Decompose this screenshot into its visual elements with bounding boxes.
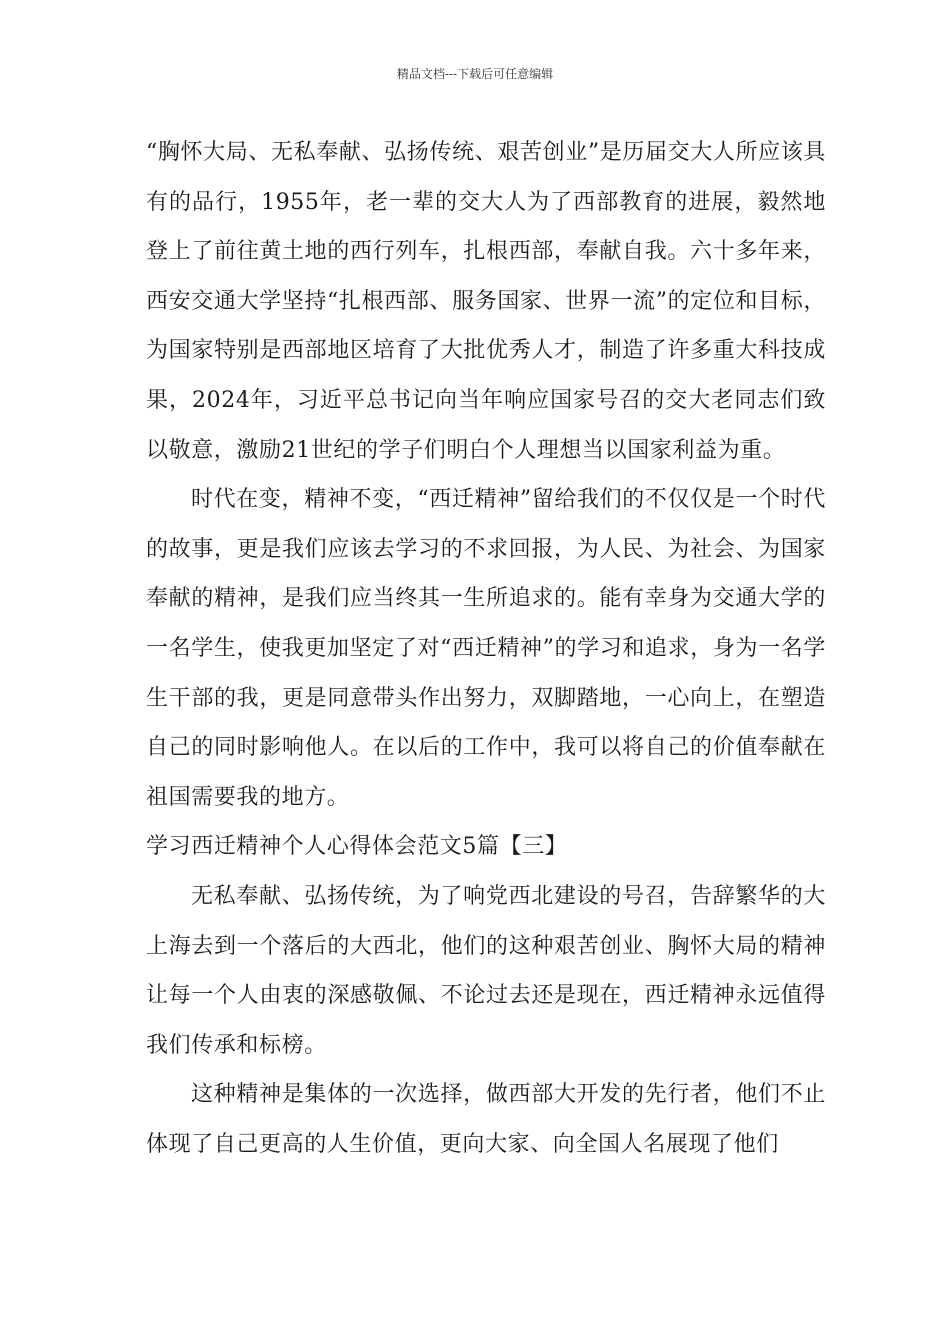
section-heading: 学习西迁精神个人心得体会范文5篇【三】 bbox=[146, 834, 568, 860]
paragraph: 这种精神是集体的一次选择，做西部大开发的先行者，他们不止体现了自己更高的人生价值，更向大家、向全国人名展现了他们 bbox=[146, 1082, 826, 1157]
paragraph: “胸怀大局、无私奉献、弘扬传统、艰苦创业”是历届交大人所应该具有的品行，1955年，老一辈的交大人为了西部教育的进展，毅然地登上了前往黄土地的西行列车，扎根西部，奉献自我。六十多年来，西安交通大学坚持“扎根西部、服务国家、世界一流”的定位和目标，为国家特别是西部地区培育了大批优秀人才，制造了许多重大科技成果，2024年，习近平总书记向当年响应国家号召的交大老同志们致以敬意，激励21世纪的学子们明白个人理想当以国家利益为重。 bbox=[146, 140, 826, 463]
page-header: 精品文档---下载后可任意编辑 bbox=[396, 67, 554, 81]
paragraph: 时代在变，精神不变，“西迁精神”留给我们的不仅仅是一个时代的故事，更是我们应该去学习的不求回报，为人民、为社会、为国家奉献的精神，是我们应当终其一生所追求的。能有幸身为交通大学的一名学生，使我更加坚定了对“西迁精神”的学习和追求，身为一名学生干部的我，更是同意带头作出努力，双脚踏地，一心向上，在塑造自己的同时影响他人。在以后的工作中，我可以将自己的价值奉献在祖国需要我的地方。 bbox=[146, 487, 826, 810]
document-body bbox=[146, 128, 826, 1169]
paragraph: 无私奉献、弘扬传统，为了响党西北建设的号召，告辞繁华的大上海去到一个落后的大西北，他们的这种艰苦创业、胸怀大局的精神让每一个人由衷的深感敬佩、不论过去还是现在，西迁精神永远值得我们传承和标榜。 bbox=[146, 883, 826, 1058]
